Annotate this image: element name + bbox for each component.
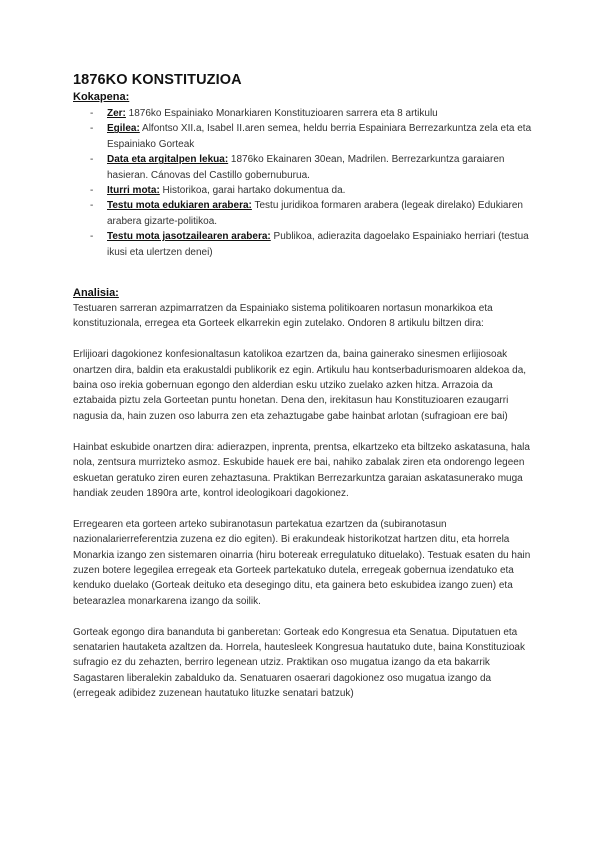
document-title: 1876KO KONSTITUZIOA (73, 72, 242, 88)
kokapena-list (73, 106, 535, 260)
item-text: Historikoa, garai hartako dokumentua da. (159, 185, 346, 197)
list-item: - Data eta argitalpen lekua: 1876ko Ekainaren 30ean, Madrilen. Berrezarkuntza garaiaren hasieran. Cánovas del Castillo gobernuburua. (90, 154, 505, 181)
analisia-paragraph: Erregearen eta gorteen arteko subiranotasun partekatua ezartzen da (subiranotasun nazionalarierreferentzia zuzena ez dio egiten). Bi erakundeak historikotzat hartzen ditu, eta horrela Monarkia izango zen sistemaren oinarria (hiru botereak erregulatuko dituelako). Testuak esaten du hain zuzen botere legegilea erregeak eta Gorteek partekatuko dutela, erregeak gobernua izendatuko eta kenduko duelako (Gorteak deituko eta desegingo ditu, eta gainera beto eskubidea izango zuen) eta betearazlea monarkarena izango da soilik. (73, 518, 531, 607)
analisia-intro: Testuaren sarreran azpimarratzen da Espainiako sistema politikoaren nortasun monarkikoa eta konstituzionala, erregea eta Gorteek elkarrekin egin zutelako. Ondoren 8 artikulu biltzen dira: (73, 303, 493, 330)
document-page (73, 72, 535, 717)
item-text: Alfontso XII.a, Isabel II.aren semea, heldu berria Espainiara Berrezarkuntza zela eta eta Espainiako Gorteak (107, 123, 532, 150)
analisia-paragraph: Gorteak egongo dira bananduta bi ganberetan: Gorteak edo Kongresua eta Senatua. Diputatuen eta senatarien hautaketa azaltzen da. Horrela, hautesleek Kongresua hautatuko dute, baina Konstituzioak sufragio ez du zehazten, berriro legenean utziz. Praktikan oso mugatua izango da eta bakarrik Sagastaren liberalekin zabalduko da. Senatuaren osaerari dagokionez oso mugatua izango da (erregeak adibidez zuzenean hautatuko lituzke senatari batzuk) (73, 626, 525, 700)
item-text: Testu juridikoa formaren arabera (legeak direlako) Edukiaren arabera gizarte-politikoa. (107, 200, 523, 227)
kokapena-heading: Kokapena: (73, 91, 130, 103)
item-text: 1876ko Espainiako Monarkiaren Konstituzioaren sarrera eta 8 artikulu (125, 108, 438, 119)
item-label: Zer: (107, 108, 126, 119)
item-label: Egilea: (107, 123, 140, 135)
item-label: Testu mota jasotzailearen arabera: (107, 231, 271, 243)
list-item: - Testu mota jasotzailearen arabera: Publikoa, adierazita dagoelako Espainiako herriari (testua ikusi eta ulertzen denei) (90, 231, 529, 258)
analisia-heading: Analisia: (73, 287, 119, 300)
item-text: 1876ko Ekainaren 30ean, Madrilen. Berrezarkuntza garaiaren hasieran. Cánovas del Castillo gobernuburua. (107, 154, 505, 181)
analisia-paragraph: Hainbat eskubide onartzen dira: adierazpen, inprenta, prentsa, elkartzeko eta biltzeko askatasuna, hala nola, zentsura murrizteko asmoz. Eskubide hauek ere bai, nahiko zabalak ziren eta ondorengo legeen eskuetan geratuko ziren euren zehaztasuna. Praktikan Berrezarkuntza garaian askatasunerako muga handiak zeuden 1890ra arte, kontrol ideologikoari dagokionez. (73, 441, 530, 499)
item-label: Testu mota edukiaren arabera: (107, 200, 252, 212)
item-text: Publikoa, adierazita dagoelako Espainiako herriari (testua ikusi eta ulertzen denei) (107, 231, 529, 258)
list-item: - Zer: 1876ko Espainiako Monarkiaren Konstituzioaren sarrera eta 8 artikulu (90, 108, 438, 119)
list-item: - Iturri mota: Historikoa, garai hartako dokumentua da. (90, 185, 346, 197)
list-item: - Egilea: Alfontso XII.a, Isabel II.aren semea, heldu berria Espainiara Berrezarkuntza zela eta eta Espainiako Gorteak (90, 123, 532, 150)
list-item: - Testu mota edukiaren arabera: Testu juridikoa formaren arabera (legeak direlako) Edukiaren arabera gizarte-politikoa. (90, 200, 523, 227)
analisia-paragraph: Erlijioari dagokionez konfesionaltasun katolikoa ezartzen da, baina gainerako sinesmen erlijiosoak onartzen dira, baldin eta erakustaldi publikorik ez egin. Artikulu hau kontserbadurismoaren aldekoa da, baina oso irekia gobernuan egongo den alderdian esku utziko zuelako azken hitza. Arrazoia da eztabaida piztu zela Gorteetan puntu honetan. Dena den, irekitasun hau Konstituzioaren ezaugarri nagusia da, hain zuzen oso laburra zen eta zehaztugabe gabe hainbat arlotan (sufragioan ere bai) (73, 349, 527, 422)
item-label: Iturri mota: (107, 185, 160, 197)
item-label: Data eta argitalpen lekua: (107, 154, 229, 166)
